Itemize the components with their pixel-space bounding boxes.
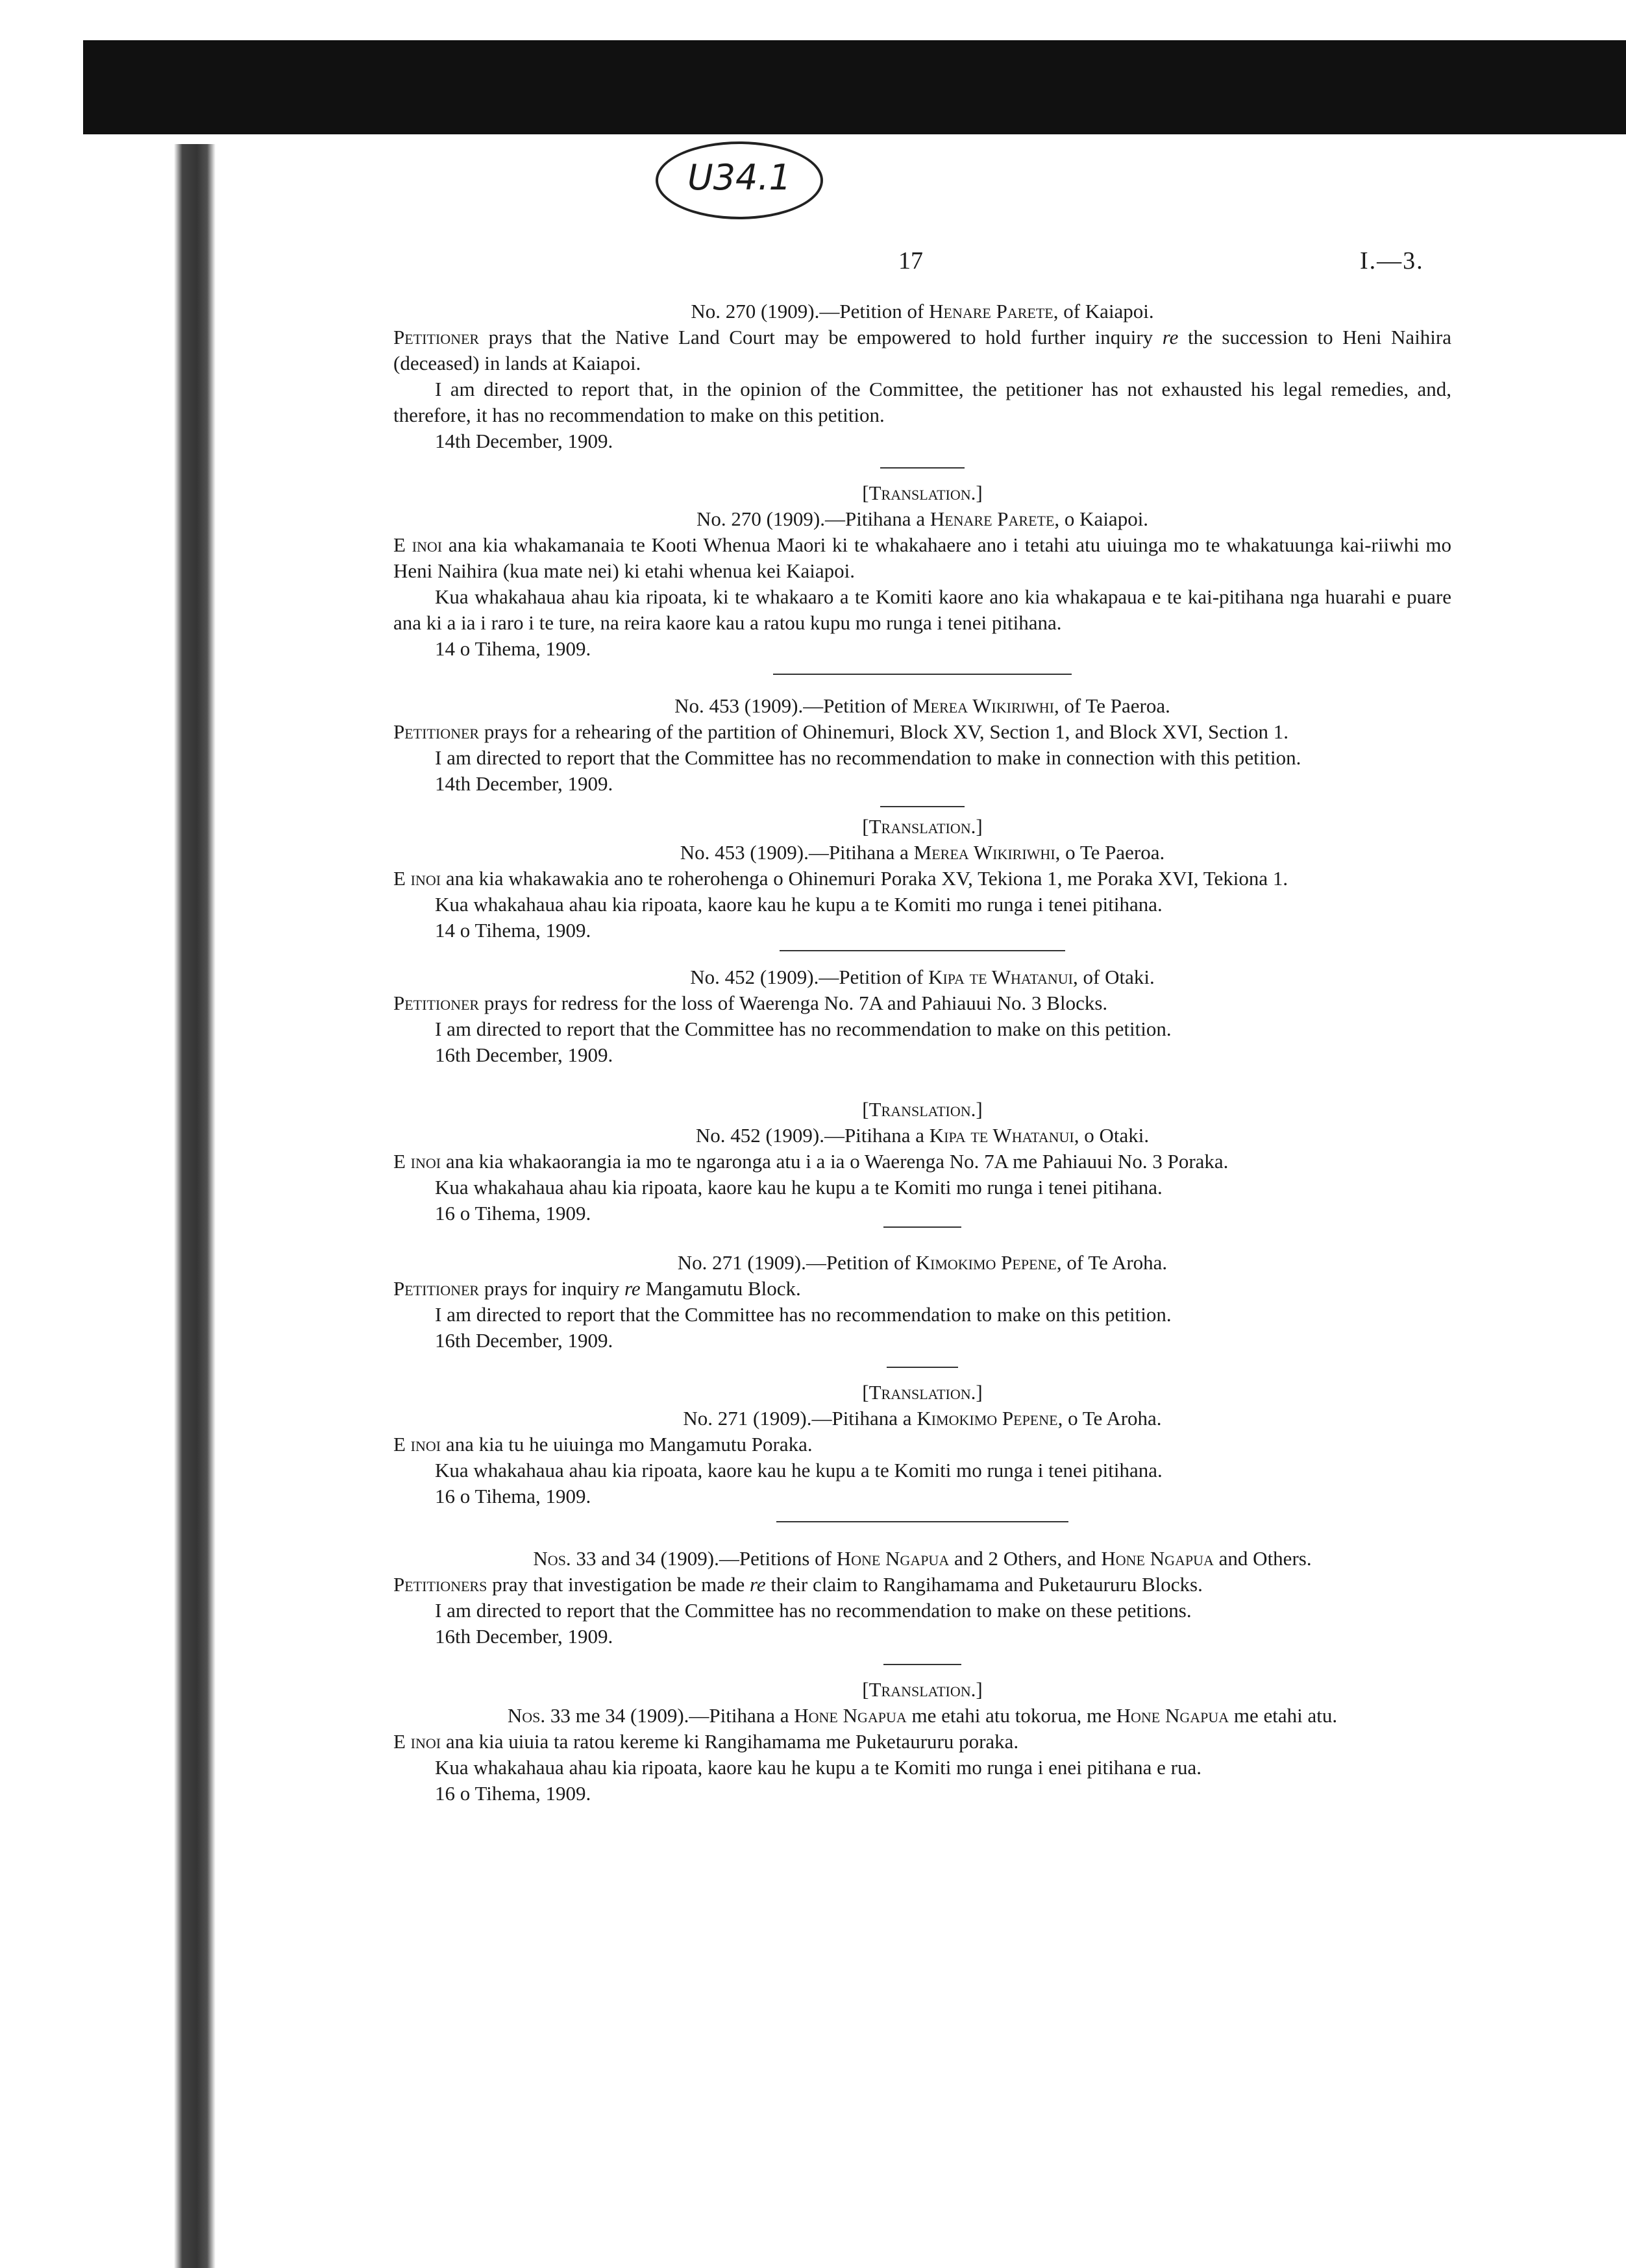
translation-date: 16 o Tihema, 1909. bbox=[435, 1782, 591, 1805]
committee-report: I am directed to report that the Committee has no recommendation to make on these petitions. bbox=[435, 1599, 1192, 1622]
short-rule bbox=[887, 1367, 958, 1368]
translation-prayer: E inoi ana kia whakawakia ano te roherohenga o Ohinemuri Poraka XV, Tekiona 1, me Poraka XVI, Tekiona 1. bbox=[393, 867, 1288, 890]
report-date: 16th December, 1909. bbox=[435, 1043, 613, 1066]
translation-date: 14 o Tihema, 1909. bbox=[435, 919, 591, 942]
petition-heading: Nos. 33 and 34 (1909).—Petitions of Hone Ngapua and 2 Others, and Hone Ngapua and Others. bbox=[533, 1547, 1312, 1570]
petition-heading: No. 270 (1909).—Petition of Henare Parete, of Kaiapoi. bbox=[691, 300, 1154, 323]
long-rule bbox=[773, 674, 1072, 675]
translation-heading: Nos. 33 me 34 (1909).—Pitihana a Hone Ngapua me etahi atu tokorua, me Hone Ngapua me etahi atu. bbox=[507, 1704, 1338, 1727]
translation-prayer: E inoi ana kia tu he uiuinga mo Mangamutu Poraka. bbox=[393, 1433, 813, 1456]
short-rule bbox=[883, 1664, 961, 1665]
translation-date: 16 o Tihema, 1909. bbox=[435, 1485, 591, 1507]
report-date: 14th December, 1909. bbox=[435, 430, 613, 452]
translation-heading: No. 452 (1909).—Pitihana a Kipa te Whatanui, o Otaki. bbox=[695, 1124, 1150, 1147]
translation-label: [Translation.] bbox=[862, 1381, 983, 1404]
page-reference: I.—3. bbox=[1360, 247, 1424, 274]
petition-heading: No. 271 (1909).—Petition of Kimokimo Pepene, of Te Aroha. bbox=[677, 1251, 1168, 1274]
translation-heading: No. 271 (1909).—Pitihana a Kimokimo Pepene, o Te Aroha. bbox=[683, 1407, 1162, 1430]
translation-label: [Translation.] bbox=[862, 1678, 983, 1701]
scan-binding-shadow bbox=[174, 144, 216, 2268]
translation-prayer: E inoi ana kia whakaorangia ia mo te ngaronga atu i a ia o Waerenga No. 7A me Pahiauui No. 3 Poraka. bbox=[393, 1150, 1229, 1173]
translation-report: Kua whakahaua ahau kia ripoata, ki te whakaaro a te Komiti kaore ano kia whakapaua e te kai-pitihana nga huarahi e puare ana ki a ia i raro i te ture, na reira kaore kau a ratou kupu mo runga i tenei pitihana. bbox=[393, 585, 1451, 634]
short-rule bbox=[880, 467, 965, 469]
long-rule bbox=[776, 1521, 1068, 1522]
petition-prayer: Petitioner prays that the Native Land Court may be empowered to hold further inquiry re the succession to Heni Naihira (deceased) in lands at Kaiapoi. bbox=[393, 326, 1451, 374]
translation-label: [Translation.] bbox=[862, 815, 983, 838]
scan-top-border bbox=[83, 40, 1626, 134]
petition-prayer: Petitioner prays for redress for the loss of Waerenga No. 7A and Pahiauui No. 3 Blocks. bbox=[393, 992, 1108, 1014]
committee-report: I am directed to report that the Committee has no recommendation to make in connection with this petition. bbox=[435, 746, 1301, 769]
petition-heading: No. 452 (1909).—Petition of Kipa te Whatanui, of Otaki. bbox=[690, 966, 1155, 988]
archive-stamp-text: U34.1 bbox=[687, 157, 791, 198]
translation-date: 16 o Tihema, 1909. bbox=[435, 1202, 591, 1225]
page-number: 17 bbox=[898, 247, 923, 274]
report-date: 16th December, 1909. bbox=[435, 1625, 613, 1648]
petition-prayer: Petitioners pray that investigation be made re their claim to Rangihamama and Puketaururu Blocks. bbox=[393, 1573, 1203, 1596]
petition-prayer: Petitioner prays for inquiry re Mangamutu Block. bbox=[393, 1277, 801, 1300]
translation-date: 14 o Tihema, 1909. bbox=[435, 637, 591, 660]
translation-prayer: E inoi ana kia uiuia ta ratou kereme ki Rangihamama me Puketaururu poraka. bbox=[393, 1730, 1019, 1753]
translation-heading: No. 453 (1909).—Pitihana a Merea Wikiriwhi, o Te Paeroa. bbox=[680, 841, 1165, 864]
report-date: 16th December, 1909. bbox=[435, 1329, 613, 1352]
committee-report: I am directed to report that, in the opinion of the Committee, the petitioner has not exhausted his legal remedies, and, therefore, it has no recommendation to make on this petition. bbox=[393, 378, 1451, 426]
translation-report: Kua whakahaua ahau kia ripoata, kaore kau he kupu a te Komiti mo runga i tenei pitihana. bbox=[435, 893, 1163, 916]
translation-prayer: E inoi ana kia whakamanaia te Kooti Whenua Maori ki te whakahaere ano i tetahi atu uiuinga mo te whakatuunga kai-riiwhi mo Heni Naihira (kua mate nei) ki etahi whenua kei Kaiapoi. bbox=[393, 533, 1451, 582]
long-rule bbox=[780, 950, 1065, 951]
report-body bbox=[393, 299, 1451, 1807]
petition-heading: No. 453 (1909).—Petition of Merea Wikiriwhi, of Te Paeroa. bbox=[674, 694, 1170, 717]
translation-report: Kua whakahaua ahau kia ripoata, kaore kau he kupu a te Komiti mo runga i tenei pitihana. bbox=[435, 1459, 1163, 1482]
archive-stamp bbox=[656, 141, 823, 219]
translation-label: [Translation.] bbox=[862, 482, 983, 504]
petition-prayer: Petitioner prays for a rehearing of the partition of Ohinemuri, Block XV, Section 1, and Block XVI, Section 1. bbox=[393, 720, 1289, 743]
committee-report: I am directed to report that the Committee has no recommendation to make on this petition. bbox=[435, 1303, 1172, 1326]
translation-report: Kua whakahaua ahau kia ripoata, kaore kau he kupu a te Komiti mo runga i tenei pitihana. bbox=[435, 1176, 1163, 1199]
report-date: 14th December, 1909. bbox=[435, 772, 613, 795]
committee-report: I am directed to report that the Committee has no recommendation to make on this petition. bbox=[435, 1018, 1172, 1040]
translation-report: Kua whakahaua ahau kia ripoata, kaore kau he kupu a te Komiti mo runga i enei pitihana e rua. bbox=[435, 1756, 1201, 1779]
translation-heading: No. 270 (1909).—Pitihana a Henare Parete, o Kaiapoi. bbox=[696, 507, 1149, 530]
short-rule bbox=[880, 806, 965, 807]
long-rule bbox=[883, 1226, 961, 1228]
translation-label: [Translation.] bbox=[862, 1098, 983, 1121]
